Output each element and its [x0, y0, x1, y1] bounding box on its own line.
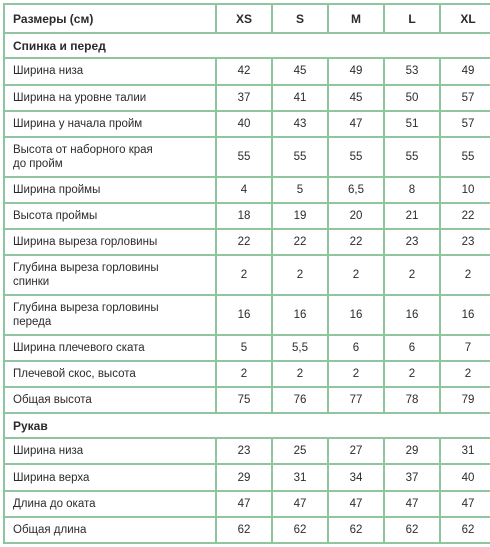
row-label-line: Ширина проймы	[13, 183, 101, 196]
cell-value: 6,5	[329, 178, 383, 202]
cell-value: 6	[385, 336, 439, 360]
row-label-line: до пройм	[13, 157, 63, 170]
cell-value: 50	[385, 86, 439, 110]
table-row	[5, 518, 490, 542]
cell-value: 40	[217, 112, 271, 136]
cell-value: 43	[273, 112, 327, 136]
size-chart	[3, 3, 487, 544]
cell-value: 25	[273, 439, 327, 463]
cell-value: 20	[329, 204, 383, 228]
header-label: Размеры (см)	[5, 5, 215, 32]
size-header-s: S	[273, 5, 327, 32]
cell-value: 47	[385, 492, 439, 516]
row-label	[5, 256, 215, 294]
cell-value: 2	[217, 256, 271, 294]
cell-value: 16	[273, 296, 327, 334]
cell-value: 31	[441, 439, 490, 463]
section-title: Спинка и перед	[5, 34, 490, 57]
row-label	[5, 86, 215, 110]
table-row	[5, 492, 490, 516]
cell-value: 51	[385, 112, 439, 136]
table-row	[5, 86, 490, 110]
row-label	[5, 362, 215, 386]
size-header-m: M	[329, 5, 383, 32]
cell-value: 2	[385, 256, 439, 294]
cell-value: 55	[441, 138, 490, 176]
table-row	[5, 336, 490, 360]
cell-value: 47	[329, 112, 383, 136]
header-row	[5, 5, 490, 32]
row-label-line: Ширина верха	[13, 471, 90, 484]
cell-value: 23	[441, 230, 490, 254]
table-row	[5, 256, 490, 294]
cell-value: 49	[441, 59, 490, 83]
size-header-l: L	[385, 5, 439, 32]
cell-value: 29	[217, 465, 271, 489]
cell-value: 29	[385, 439, 439, 463]
row-label-line: Ширина у начала пройм	[13, 117, 143, 130]
table-row	[5, 112, 490, 136]
cell-value: 75	[217, 388, 271, 412]
cell-value: 2	[329, 256, 383, 294]
table-row	[5, 138, 490, 176]
cell-value: 62	[385, 518, 439, 542]
cell-value: 57	[441, 86, 490, 110]
row-label	[5, 465, 215, 489]
row-label	[5, 230, 215, 254]
cell-value: 2	[441, 362, 490, 386]
cell-value: 2	[273, 362, 327, 386]
row-label	[5, 178, 215, 202]
row-label	[5, 138, 215, 176]
row-label	[5, 112, 215, 136]
cell-value: 77	[329, 388, 383, 412]
cell-value: 22	[329, 230, 383, 254]
row-label	[5, 59, 215, 83]
cell-value: 5	[273, 178, 327, 202]
cell-value: 45	[273, 59, 327, 83]
cell-value: 21	[385, 204, 439, 228]
cell-value: 27	[329, 439, 383, 463]
table-row	[5, 178, 490, 202]
row-label	[5, 388, 215, 412]
cell-value: 49	[329, 59, 383, 83]
cell-value: 37	[217, 86, 271, 110]
size-table	[3, 3, 490, 544]
row-label-line: Длина до оката	[13, 497, 96, 510]
cell-value: 57	[441, 112, 490, 136]
cell-value: 4	[217, 178, 271, 202]
row-label-line: Глубина выреза горловины	[13, 301, 159, 314]
table-row	[5, 59, 490, 83]
row-label-line: Ширина выреза горловины	[13, 236, 158, 249]
table-row	[5, 439, 490, 463]
cell-value: 62	[329, 518, 383, 542]
section-title: Рукав	[5, 414, 490, 437]
cell-value: 2	[385, 362, 439, 386]
section-row	[5, 34, 490, 57]
cell-value: 76	[273, 388, 327, 412]
cell-value: 55	[329, 138, 383, 176]
cell-value: 2	[217, 362, 271, 386]
cell-value: 42	[217, 59, 271, 83]
cell-value: 7	[441, 336, 490, 360]
cell-value: 23	[217, 439, 271, 463]
cell-value: 78	[385, 388, 439, 412]
cell-value: 16	[441, 296, 490, 334]
table-row	[5, 204, 490, 228]
row-label-line: Плечевой скос, высота	[13, 367, 136, 380]
size-header-xs: XS	[217, 5, 271, 32]
row-label	[5, 439, 215, 463]
cell-value: 16	[217, 296, 271, 334]
size-header-xl: XL	[441, 5, 490, 32]
cell-value: 47	[329, 492, 383, 516]
cell-value: 79	[441, 388, 490, 412]
row-label-line: Ширина низа	[13, 65, 84, 78]
row-label-line: спинки	[13, 276, 50, 289]
row-label-line: Ширина плечевого ската	[13, 341, 145, 354]
cell-value: 22	[441, 204, 490, 228]
cell-value: 34	[329, 465, 383, 489]
cell-value: 19	[273, 204, 327, 228]
cell-value: 22	[217, 230, 271, 254]
cell-value: 62	[441, 518, 490, 542]
cell-value: 40	[441, 465, 490, 489]
cell-value: 2	[329, 362, 383, 386]
cell-value: 47	[217, 492, 271, 516]
table-row	[5, 465, 490, 489]
cell-value: 2	[273, 256, 327, 294]
row-label-line: Высота проймы	[13, 209, 98, 222]
row-label	[5, 518, 215, 542]
row-label	[5, 296, 215, 334]
row-label-line: Глубина выреза горловины	[13, 262, 159, 275]
table-row	[5, 230, 490, 254]
cell-value: 16	[329, 296, 383, 334]
cell-value: 53	[385, 59, 439, 83]
cell-value: 6	[329, 336, 383, 360]
row-label-line: Высота от наборного края	[13, 143, 153, 156]
cell-value: 47	[273, 492, 327, 516]
cell-value: 2	[441, 256, 490, 294]
cell-value: 8	[385, 178, 439, 202]
cell-value: 62	[217, 518, 271, 542]
table-row	[5, 296, 490, 334]
cell-value: 37	[385, 465, 439, 489]
cell-value: 5	[217, 336, 271, 360]
row-label-line: Ширина на уровне талии	[13, 91, 147, 104]
row-label-line: Общая длина	[13, 523, 87, 536]
row-label	[5, 336, 215, 360]
cell-value: 62	[273, 518, 327, 542]
cell-value: 55	[217, 138, 271, 176]
table-row	[5, 362, 490, 386]
row-label-line: Ширина низа	[13, 445, 84, 458]
cell-value: 55	[273, 138, 327, 176]
cell-value: 5,5	[273, 336, 327, 360]
cell-value: 47	[441, 492, 490, 516]
row-label-line: переда	[13, 315, 52, 328]
row-label-line: Общая высота	[13, 394, 92, 407]
table-row	[5, 388, 490, 412]
cell-value: 16	[385, 296, 439, 334]
cell-value: 45	[329, 86, 383, 110]
cell-value: 41	[273, 86, 327, 110]
row-label	[5, 492, 215, 516]
cell-value: 10	[441, 178, 490, 202]
cell-value: 55	[385, 138, 439, 176]
section-row	[5, 414, 490, 437]
size-table-body	[5, 5, 490, 542]
cell-value: 22	[273, 230, 327, 254]
cell-value: 18	[217, 204, 271, 228]
row-label	[5, 204, 215, 228]
cell-value: 23	[385, 230, 439, 254]
cell-value: 31	[273, 465, 327, 489]
